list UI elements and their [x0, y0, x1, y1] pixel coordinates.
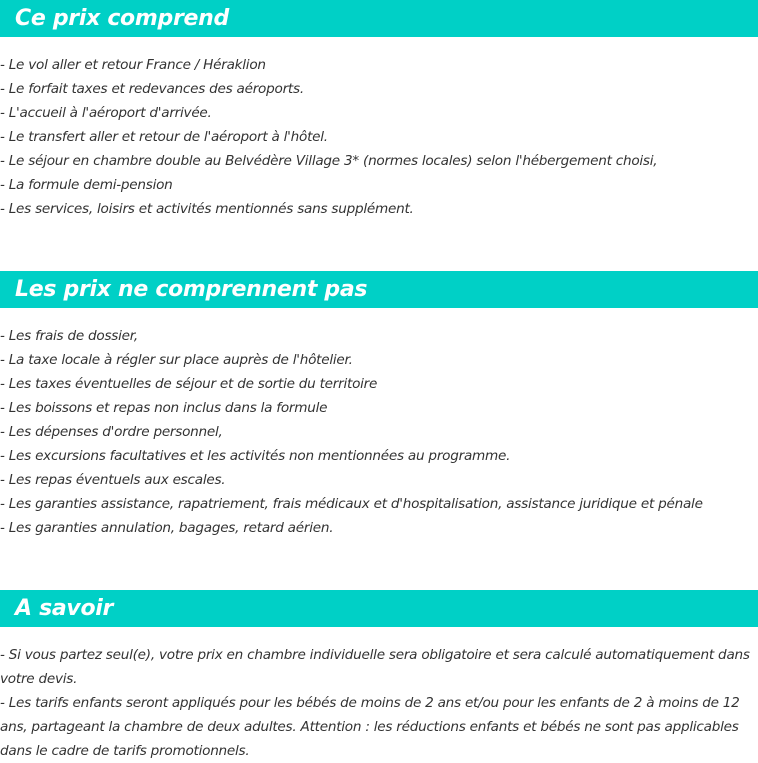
list-item: - Les repas éventuels aux escales.	[0, 472, 226, 488]
list-item: - Le vol aller et retour France / Héraklion	[0, 57, 266, 73]
list-item: - Les services, loisirs et activités mentionnés sans supplément.	[0, 201, 414, 217]
list-item: - Les garanties annulation, bagages, retard aérien.	[0, 520, 334, 536]
included-list	[0, 53, 758, 221]
section-title-les-prix-ne-comprennent-pas: Les prix ne comprennent pas	[0, 271, 758, 308]
list-item: - Les frais de dossier,	[0, 328, 138, 344]
section-title-a-savoir: A savoir	[0, 590, 758, 627]
list-item: - La formule demi-pension	[0, 177, 173, 193]
list-item: - Les tarifs enfants seront appliqués pour les bébés de moins de 2 ans et/ou pour les enfants de 2 à moins de 12 ans, partageant la chambre de deux adultes. Attention : les réductions enfants et bébés ne sont pas applicables dans le cadre de tarifs promotionnels.	[0, 695, 740, 759]
list-item: - La taxe locale à régler sur place auprès de l'hôtelier.	[0, 352, 353, 368]
list-item: - Le séjour en chambre double au Belvédère Village 3* (normes locales) selon l'hébergement choisi,	[0, 153, 658, 169]
list-item: - Les garanties assistance, rapatriement, frais médicaux et d'hospitalisation, assistance juridique et pénale	[0, 496, 703, 512]
list-item: - Les dépenses d'ordre personnel,	[0, 424, 223, 440]
list-item: - Les boissons et repas non inclus dans la formule	[0, 400, 328, 416]
good-to-know-list	[0, 643, 758, 763]
list-item: - L'accueil à l'aéroport d'arrivée.	[0, 105, 212, 121]
section-title-ce-prix-comprend: Ce prix comprend	[0, 0, 758, 37]
list-item: - Les excursions facultatives et les activités non mentionnées au programme.	[0, 448, 511, 464]
not-included-list	[0, 324, 758, 540]
list-item: - Les taxes éventuelles de séjour et de sortie du territoire	[0, 376, 378, 392]
list-item: - Si vous partez seul(e), votre prix en chambre individuelle sera obligatoire et sera calculé automatiquement dans votre devis.	[0, 647, 750, 687]
list-item: - Le transfert aller et retour de l'aéroport à l'hôtel.	[0, 129, 328, 145]
list-item: - Le forfait taxes et redevances des aéroports.	[0, 81, 304, 97]
